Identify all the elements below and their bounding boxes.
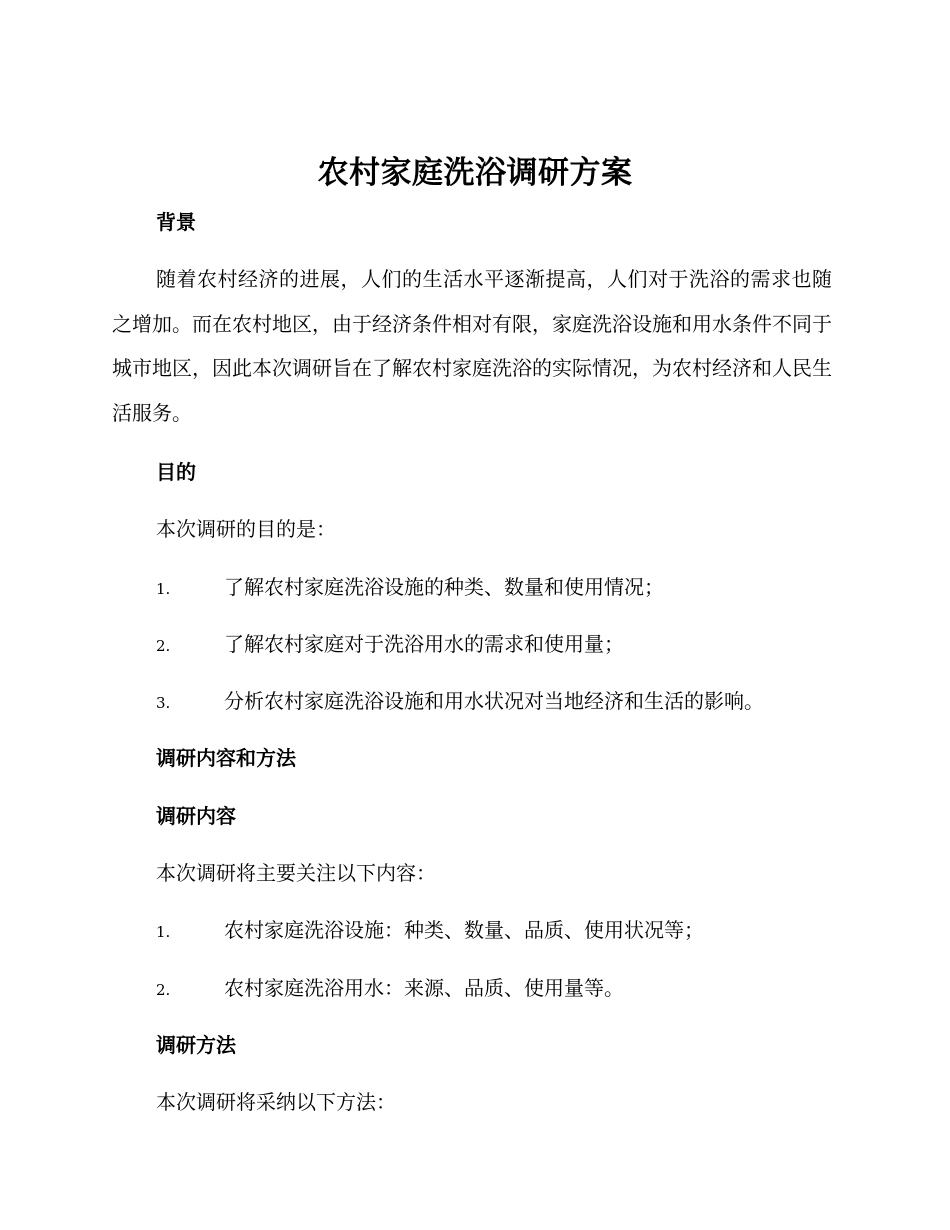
list-text: 农村家庭洗浴设施：种类、数量、品质、使用状况等； [224, 918, 704, 942]
purpose-list-item [156, 686, 764, 718]
heading-purpose: 目的 [156, 460, 196, 484]
heading-content: 调研内容 [156, 804, 236, 828]
list-number: 1. [156, 923, 171, 941]
list-text: 分析农村家庭洗浴设施和用水状况对当地经济和生活的影响。 [224, 689, 764, 713]
purpose-list-item [156, 572, 664, 604]
content-intro: 本次调研将主要关注以下内容： [156, 861, 436, 885]
heading-background: 背景 [156, 210, 196, 234]
method-intro: 本次调研将采纳以下方法： [156, 1090, 396, 1114]
content-list-item [156, 973, 624, 1005]
list-text: 农村家庭洗浴用水：来源、品质、使用量等。 [224, 976, 624, 1000]
list-number: 1. [156, 580, 171, 598]
list-text: 了解农村家庭洗浴设施的种类、数量和使用情况； [224, 575, 664, 599]
list-number: 2. [156, 981, 171, 999]
document-title: 农村家庭洗浴调研方案 [317, 155, 633, 191]
heading-content-method: 调研内容和方法 [156, 746, 296, 770]
heading-method: 调研方法 [156, 1033, 236, 1057]
purpose-intro: 本次调研的目的是： [156, 517, 336, 541]
content-list-item [156, 915, 704, 947]
list-number: 3. [156, 694, 171, 712]
list-text: 了解农村家庭对于洗浴用水的需求和使用量； [224, 632, 624, 656]
list-number: 2. [156, 637, 171, 655]
background-paragraph: 随着农村经济的进展，人们的生活水平逐渐提高，人们对于洗浴的需求也随之增加。而在农村地区，由于经济条件相对有限，家庭洗浴设施和用水条件不同于城市地区，因此本次调研旨在了解农村家庭洗浴的实际情况，为农村经济和人民生活服务。 [112, 267, 832, 425]
purpose-list-item [156, 629, 624, 661]
